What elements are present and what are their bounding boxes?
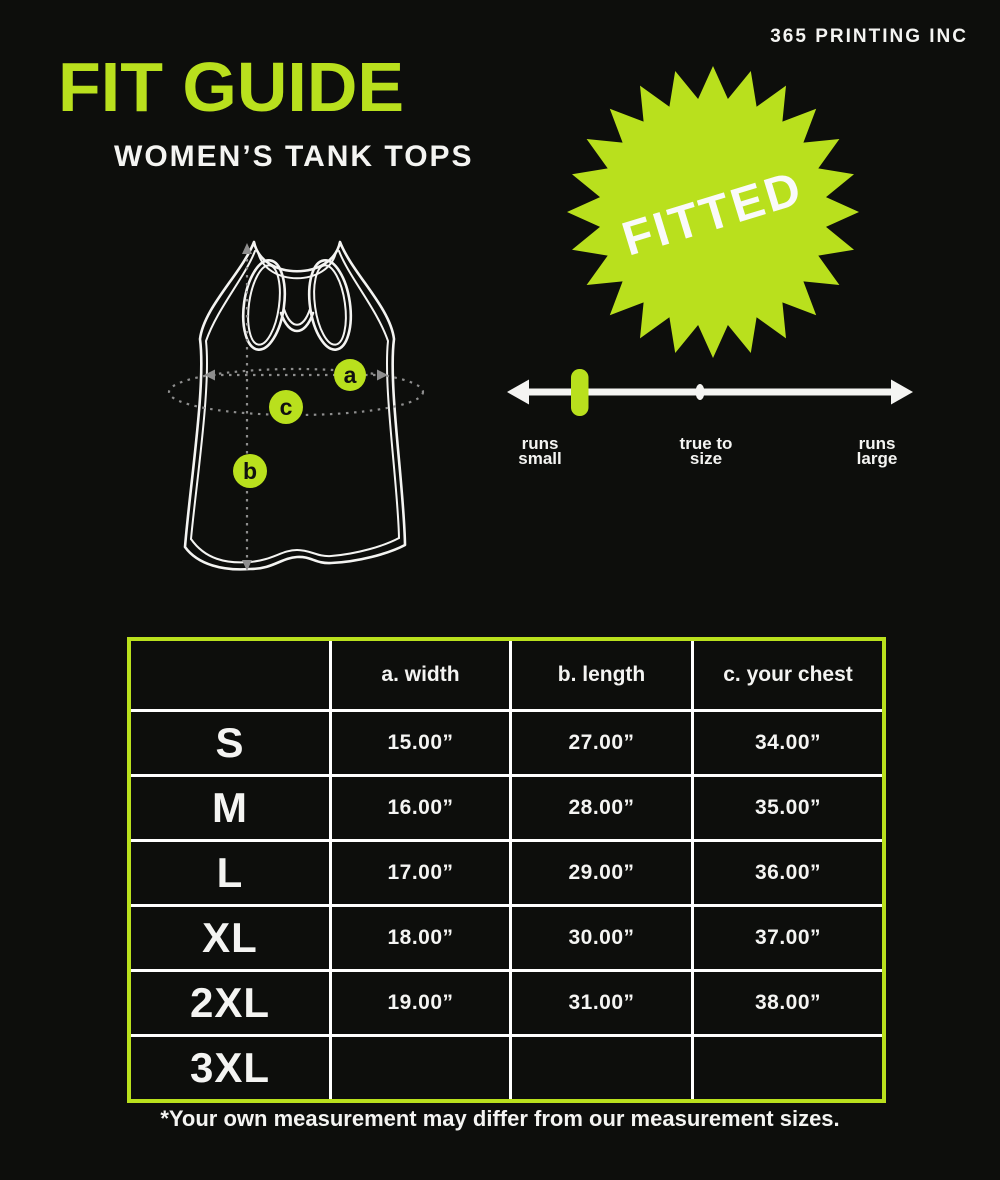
- scale-arrow-left-icon: [507, 380, 529, 405]
- measure-point-b: [233, 454, 267, 488]
- chest-cell: 35.00”: [694, 777, 882, 839]
- size-cell: XL: [131, 907, 329, 969]
- chest-cell: 34.00”: [694, 712, 882, 774]
- page-subtitle: WOMEN’S TANK TOPS: [114, 140, 474, 173]
- width-cell: [332, 1037, 509, 1099]
- chest-cell: 37.00”: [694, 907, 882, 969]
- scale-label-line: true to: [679, 434, 733, 453]
- size-cell: L: [131, 842, 329, 904]
- page-title: FIT GUIDE: [58, 48, 405, 126]
- scale-label-runs-large: [830, 436, 924, 466]
- fit-scale: [500, 358, 920, 428]
- size-cell: 3XL: [131, 1037, 329, 1099]
- length-cell: 30.00”: [512, 907, 691, 969]
- measure-point-b-label: b: [242, 458, 258, 484]
- width-cell: 18.00”: [332, 907, 509, 969]
- measurement-disclaimer: *Your own measurement may differ from our measurement sizes.: [160, 1106, 840, 1131]
- measure-point-c: [269, 390, 303, 424]
- width-cell: 16.00”: [332, 777, 509, 839]
- fitted-badge: [563, 62, 863, 362]
- width-cell: 19.00”: [332, 972, 509, 1034]
- badge-label: FITTED: [616, 161, 810, 267]
- measure-point-c-label: c: [279, 394, 293, 420]
- arrow-left-icon: [204, 370, 215, 381]
- chest-cell: 38.00”: [694, 972, 882, 1034]
- measure-point-a-label: a: [343, 362, 357, 388]
- width-cell: 17.00”: [332, 842, 509, 904]
- length-cell: 28.00”: [512, 777, 691, 839]
- scale-label-line: size: [689, 449, 723, 468]
- brand-name: 365 PRINTING INC: [770, 26, 968, 47]
- scale-label-line: runs: [521, 434, 559, 453]
- width-cell: 15.00”: [332, 712, 509, 774]
- scale-label-runs-small: [503, 436, 577, 466]
- size-table: [127, 637, 886, 1103]
- size-cell: 2XL: [131, 972, 329, 1034]
- tank-top-diagram: [160, 235, 450, 585]
- scale-label-line: large: [856, 449, 898, 468]
- table-header-chest: c. your chest: [694, 641, 882, 709]
- scale-label-true-to-size: [656, 436, 756, 466]
- table-header-length: b. length: [512, 641, 691, 709]
- table-header-blank: [131, 641, 329, 709]
- scale-label-line: small: [518, 449, 562, 468]
- size-cell: M: [131, 777, 329, 839]
- table-header-width: a. width: [332, 641, 509, 709]
- length-cell: [512, 1037, 691, 1099]
- scale-center-tick: [696, 384, 705, 400]
- scale-label-line: runs: [858, 434, 896, 453]
- racerback-armhole-right: [304, 258, 356, 353]
- scale-arrow-right-icon: [891, 380, 913, 405]
- chest-cell: [694, 1037, 882, 1099]
- measure-point-a: [334, 359, 366, 391]
- chest-cell: 36.00”: [694, 842, 882, 904]
- length-cell: 29.00”: [512, 842, 691, 904]
- fit-indicator: [571, 369, 589, 416]
- length-cell: 27.00”: [512, 712, 691, 774]
- racerback-armhole-left: [238, 258, 290, 353]
- length-cell: 31.00”: [512, 972, 691, 1034]
- size-cell: S: [131, 712, 329, 774]
